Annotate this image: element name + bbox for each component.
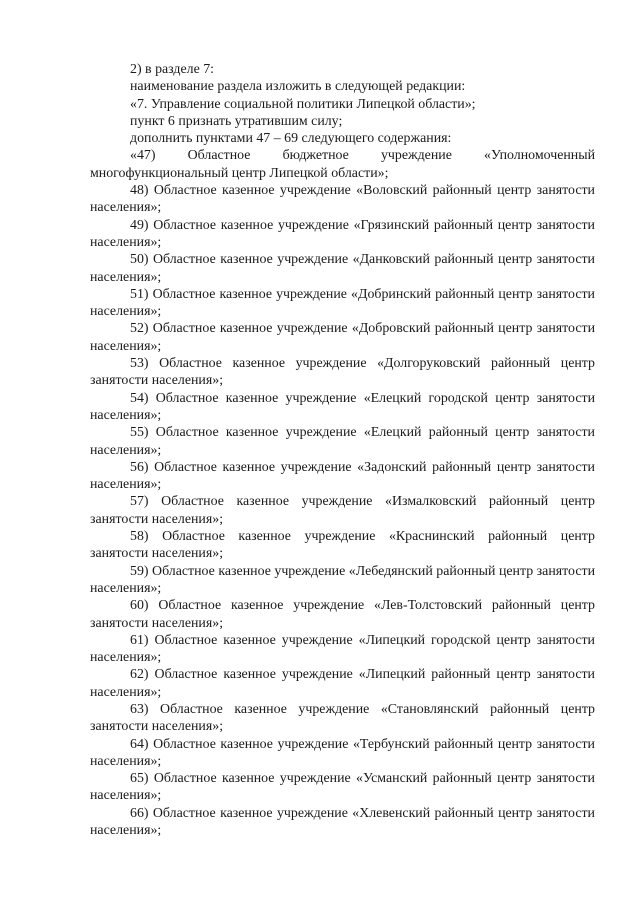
- list-item-49: 49) Областное казенное учреждение «Грязинский районный центр занятости населения»;: [90, 217, 595, 250]
- list-item-56: 56) Областное казенное учреждение «Задонский районный центр занятости населения»;: [90, 459, 595, 493]
- section-title-new: «7. Управление социальной политики Липецкой области»;: [130, 96, 476, 112]
- list-item-51: 51) Областное казенное учреждение «Добринский районный центр занятости населения»;: [90, 286, 595, 320]
- item-intro: 2) в разделе 7:: [130, 62, 215, 77]
- list-item-66: 66) Областное казенное учреждение «Хлевенский районный центр занятости населения»;: [90, 805, 595, 839]
- list-item-50: 50) Областное казенное учреждение «Данковский районный центр занятости населения»;: [90, 252, 595, 285]
- list-item-47: «47) Областное бюджетное учреждение «Уполномоченный многофункциональный центр Липецкой области»;: [90, 148, 595, 181]
- list-item-52: 52) Областное казенное учреждение «Добровский районный центр занятости населения»;: [90, 321, 595, 354]
- list-item-58: 58) Областное казенное учреждение «Краснинский районный центр занятости населения»;: [90, 529, 595, 562]
- list-item-55: 55) Областное казенное учреждение «Елецкий районный центр занятости населения»;: [90, 425, 595, 458]
- list-item-48: 48) Областное казенное учреждение «Воловский районный центр занятости населения»;: [90, 183, 595, 216]
- list-item-65: 65) Областное казенное учреждение «Усманский районный центр занятости населения»;: [90, 771, 595, 804]
- list-item-60: 60) Областное казенное учреждение «Лев-Толстовский районный центр занятости населения»;: [90, 598, 595, 631]
- document-body: [90, 61, 595, 839]
- list-item-54: 54) Областное казенное учреждение «Елецкий городской центр занятости населения»;: [90, 390, 595, 423]
- list-item-53: 53) Областное казенное учреждение «Долгоруковский районный центр занятости населения»;: [90, 356, 595, 389]
- list-item-61: 61) Областное казенное учреждение «Липецкий городской центр занятости населения»;: [90, 632, 595, 666]
- point-repeal: пункт 6 признать утратившим силу;: [130, 113, 343, 129]
- list-item-59: 59) Областное казенное учреждение «Лебедянский районный центр занятости населения»;: [90, 563, 595, 596]
- add-points-instruction: дополнить пунктами 47 – 69 следующего содержания:: [130, 131, 452, 147]
- list-item-64: 64) Областное казенное учреждение «Тербунский районный центр занятости населения»;: [90, 736, 595, 769]
- list-item-62: 62) Областное казенное учреждение «Липецкий районный центр занятости населения»;: [90, 667, 595, 700]
- list-item-63: 63) Областное казенное учреждение «Становлянский районный центр занятости населения»;: [90, 701, 595, 735]
- section-title-instruction: наименование раздела изложить в следующей редакции:: [130, 79, 466, 95]
- list-item-57: 57) Областное казенное учреждение «Измалковский районный центр занятости населения»;: [90, 494, 595, 527]
